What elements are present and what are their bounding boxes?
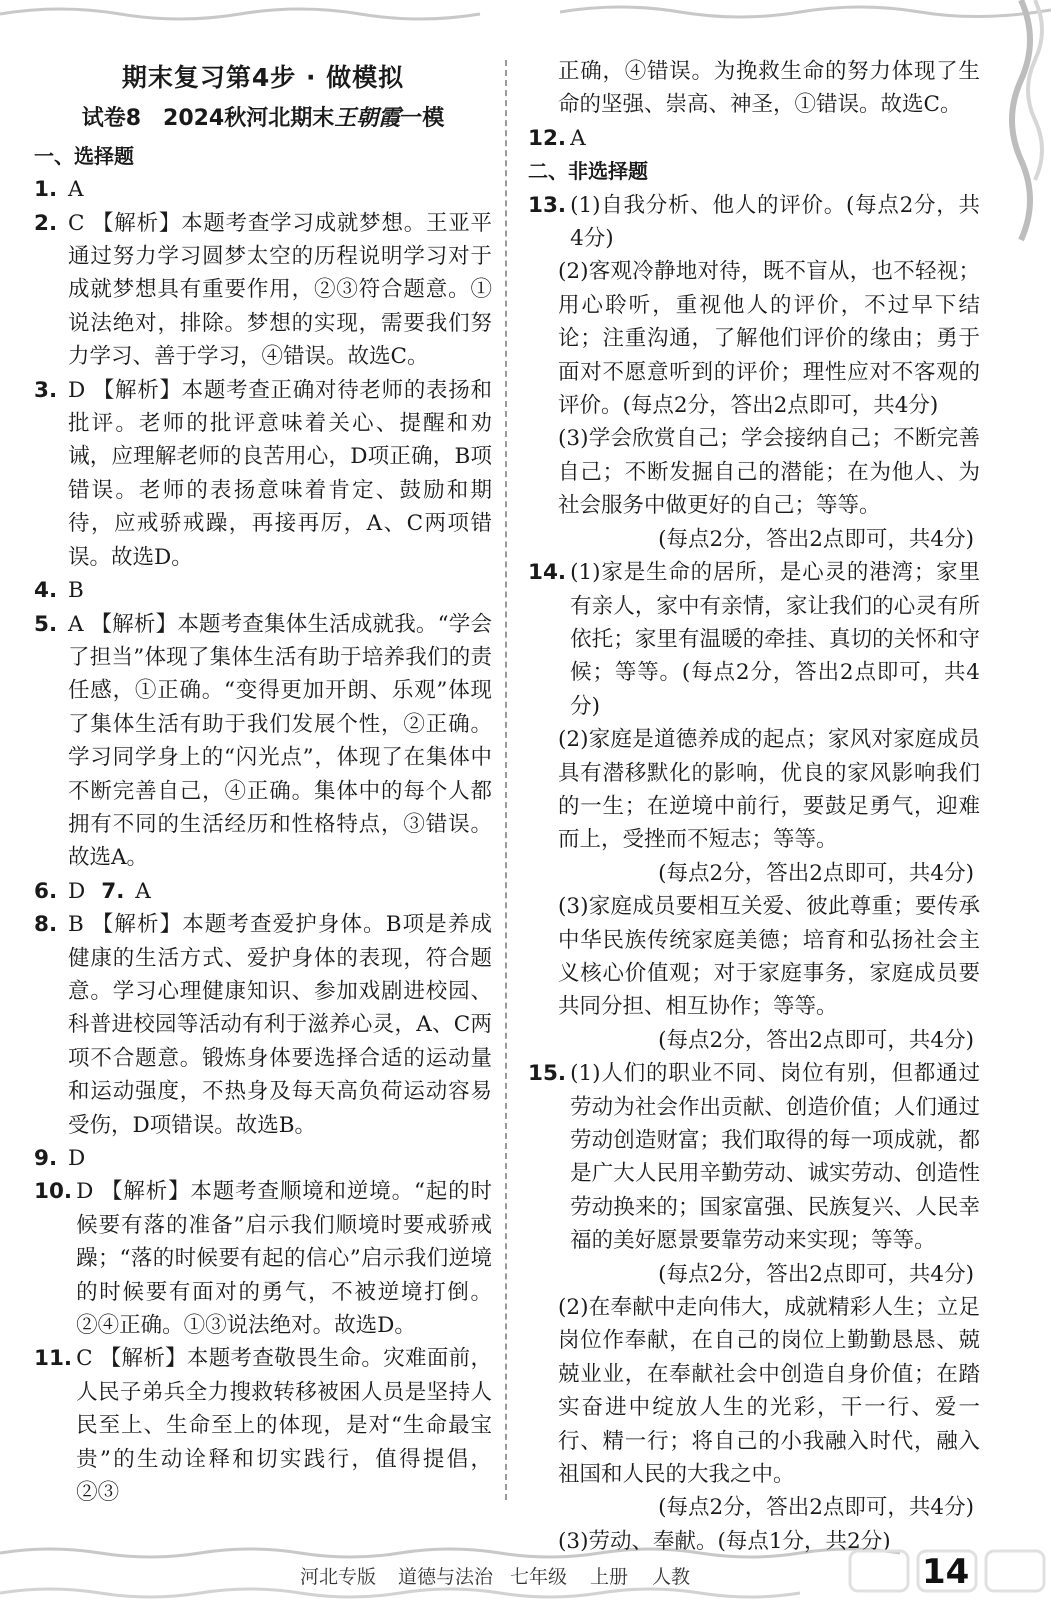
answer-item-10 bbox=[34, 1175, 492, 1342]
answer-text: D 【解析】本题考查顺境和逆境。“起的时候要有落的准备”启示我们顺境时要戒骄戒躁；“落的时候要有起的信心”启示我们逆境的时候要有面对的勇气，不被逆境打倒。②④正确。①③说法绝对。故选D。 bbox=[76, 1179, 492, 1339]
answer-item-4 bbox=[34, 574, 492, 607]
question-number: 8. bbox=[34, 912, 58, 938]
question-number: 10. bbox=[34, 1179, 73, 1205]
answer-text: C 【解析】本题考查学习成就梦想。王亚平通过努力学习圆梦太空的历程说明学习对于成就梦想具有重要作用，②③符合题意。①说法绝对，排除。梦想的实现，需要我们努力学习、善于学习，④错误。故选C。 bbox=[68, 210, 492, 370]
answer-text: A bbox=[68, 177, 84, 203]
right-column bbox=[528, 55, 980, 1558]
answer-text: A bbox=[135, 878, 151, 904]
answer-item-1 bbox=[34, 173, 492, 206]
question-number: 2. bbox=[34, 210, 58, 236]
answer-item-3 bbox=[34, 374, 492, 574]
answer-subpart: (3)家庭成员要相互关爱、彼此尊重；要传承中华民族传统家庭美德；培育和弘扬社会主义核心价值观；对于家庭事务，家庭成员要共同分担、相互协作；等等。 bbox=[558, 894, 980, 1020]
left-column bbox=[34, 55, 492, 1509]
question-number: 12. bbox=[528, 125, 567, 151]
paper-title-prefix: 试卷8 2024秋河北期末 bbox=[81, 106, 335, 132]
question-number: 14. bbox=[528, 560, 567, 586]
footer-grade: 七年级 bbox=[510, 1566, 568, 1588]
footer-edition: 河北专版 bbox=[300, 1566, 377, 1588]
section-heading-nonchoice: 二、非选择题 bbox=[528, 159, 648, 184]
answer-subpart: (2)客观冷静地对待，既不盲从，也不轻视；用心聆听，重视他人的评价，不过早下结论；注重沟通，了解他们评价的缘由；勇于面对不愿意听到的评价；理性应对不客观的评价。(每点2分，答出2点即可，共4分) bbox=[558, 259, 980, 419]
question-number: 1. bbox=[34, 177, 58, 203]
question-number: 5. bbox=[34, 611, 58, 637]
score-note: (每点2分，答出2点即可，共4分) bbox=[658, 1027, 974, 1053]
footer-publisher: 人教 bbox=[652, 1566, 691, 1588]
question-number: 11. bbox=[34, 1346, 73, 1372]
answer-item-8 bbox=[34, 908, 492, 1142]
answer-subpart: (3)劳动、奉献。(每点1分，共2分) bbox=[558, 1528, 891, 1554]
section-heading-choice: 一、选择题 bbox=[34, 143, 134, 168]
answer-text: D 【解析】本题考查正确对待老师的表扬和批评。老师的批评意味着关心、提醒和劝诫，应理解老师的良苦用心，D项正确，B项错误。老师的表扬意味着肯定、鼓励和期待，应戒骄戒躁，再接再厉，A、C两项错误。故选D。 bbox=[68, 377, 492, 570]
top-border-decoration bbox=[0, 0, 1051, 40]
question-number: 4. bbox=[34, 578, 58, 604]
score-note: (每点2分，答出2点即可，共4分) bbox=[658, 1261, 974, 1287]
paper-title bbox=[34, 102, 492, 135]
answer-text: (1)自我分析、他人的评价。(每点2分，共4分) bbox=[570, 192, 980, 252]
answer-subpart: (2)在奉献中走向伟大，成就精彩人生；立足岗位作奉献，在自己的岗位上勤勤恳恳、兢兢业业，在奉献社会中创造自身价值；在踏实奋进中绽放人生的光彩，干一行、爱一行、精一行；将自己的小我融入时代，融入祖国和人民的大我之中。 bbox=[558, 1295, 980, 1488]
author-signature: 王朝霞 bbox=[334, 105, 401, 132]
answer-item-14 bbox=[528, 556, 980, 723]
answer-subpart: (2)家庭是道德养成的起点；家风对家庭成员具有潜移默化的影响，优良的家风影响我们的一生；在逆境中前行，要鼓足勇气，迎难而上，受挫而不短志；等等。 bbox=[558, 727, 980, 853]
score-note: (每点2分，答出2点即可，共4分) bbox=[658, 1495, 974, 1521]
answer-text: B 【解析】本题考查爱护身体。B项是养成健康的生活方式、爱护身体的表现，符合题意。学习心理健康知识、参加戏剧进校园、科普进校园等活动有利于滋养心灵，A、C两项不合题意。锻炼身体要选择合适的运动量和运动强度，不热身及每天高负荷运动容易受伤，D项错误。故选B。 bbox=[68, 912, 492, 1138]
answer-text: C 【解析】本题考查敬畏生命。灾难面前，人民子弟兵全力搜救转移被困人员是坚持人民至上、生命至上的体现，是对“生命最宝贵”的生动诠释和切实践行，值得提倡，②③ bbox=[76, 1346, 492, 1506]
question-number: 15. bbox=[528, 1061, 567, 1087]
question-number: 9. bbox=[34, 1146, 58, 1171]
answer-text: (1)家是生命的居所，是心灵的港湾；家里有亲人，家中有亲情，家让我们的心灵有所依托；家里有温暖的牵挂、真切的关怀和守候；等等。(每点2分，答出2点即可，共4分) bbox=[570, 560, 980, 719]
score-note: (每点2分，答出2点即可，共4分) bbox=[658, 860, 974, 886]
question-number: 3. bbox=[34, 377, 58, 403]
column-divider bbox=[505, 60, 507, 1500]
score-note: (每点2分，答出2点即可，共4分) bbox=[658, 526, 974, 552]
page-title: 期末复习第4步 · 做模拟 bbox=[121, 63, 405, 92]
answer-text: D bbox=[68, 878, 86, 904]
answer-item-13 bbox=[528, 189, 980, 256]
page-number: 14 bbox=[922, 1552, 970, 1592]
answer-item-11 bbox=[34, 1342, 492, 1509]
answer-text: D bbox=[68, 1146, 86, 1171]
answer-item-5 bbox=[34, 608, 492, 875]
footer-subject: 道德与法治 bbox=[398, 1566, 494, 1588]
answer-text: B bbox=[68, 578, 84, 604]
answer-text: (1)人们的职业不同、岗位有别，但都通过劳动为社会作出贡献、创造价值；人们通过劳动创造财富；我们取得的每一项成就，都是广大人民用辛勤劳动、诚实劳动、创造性劳动换来的；国家富强、民族复兴、人民幸福的美好愿景要靠劳动来实现；等等。 bbox=[570, 1061, 980, 1254]
answer-text: A 【解析】本题考查集体生活成就我。“学会了担当”体现了集体生活有助于培养我们的责任感，①正确。“变得更加开朗、乐观”体现了集体生活有助于我们发展个性，②正确。学习同学身上的“闪光点”，体现了在集体中不断完善自己，④正确。集体中的每个人都拥有不同的生活经历和性格特点，③错误。故选A。 bbox=[68, 611, 492, 871]
question-number: 7. bbox=[101, 878, 125, 904]
right-border-decoration bbox=[991, 0, 1051, 1600]
answer-item-6-7 bbox=[34, 875, 492, 908]
answer-item-9 bbox=[34, 1142, 492, 1175]
question-number: 13. bbox=[528, 192, 567, 218]
question-number: 6. bbox=[34, 878, 58, 904]
answer-item-15 bbox=[528, 1057, 980, 1257]
answer-item-2 bbox=[34, 207, 492, 374]
paper-title-suffix: 一模 bbox=[400, 106, 445, 132]
answer-item-12 bbox=[528, 122, 980, 155]
answer-subpart: (3)学会欣赏自己；学会接纳自己；不断完善自己；不断发掘自己的潜能；在为他人、为社会服务中做更好的自己；等等。 bbox=[558, 426, 980, 519]
answer-text: A bbox=[570, 125, 586, 151]
answer-item-11-continued: 正确，④错误。为挽救生命的努力体现了生命的坚强、崇高、神圣，①错误。故选C。 bbox=[558, 59, 980, 118]
footer-volume: 上册 bbox=[590, 1566, 629, 1588]
